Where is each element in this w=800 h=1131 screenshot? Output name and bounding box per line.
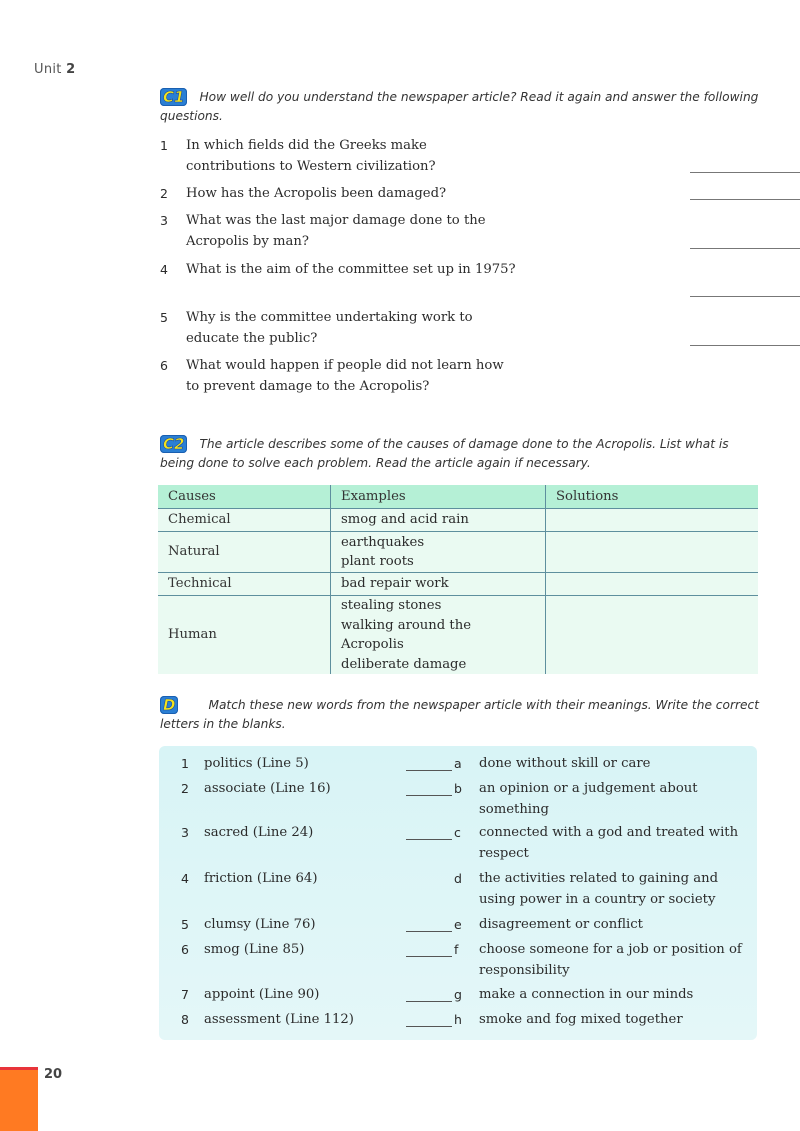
c2-badge-icon: C2 xyxy=(160,435,187,453)
answer-blank[interactable] xyxy=(406,839,452,840)
meaning-text: connected with a god and treated with respect xyxy=(479,825,739,861)
question-number: 5 xyxy=(160,310,168,325)
example-text: plant roots xyxy=(341,554,414,569)
example-text: smog and acid rain xyxy=(341,512,469,528)
word-text: friction (Line 64) xyxy=(204,871,318,886)
solution-cell[interactable] xyxy=(546,532,759,573)
cause-cell: Chemical xyxy=(158,509,331,532)
table-row xyxy=(158,573,758,596)
question-text: What is the aim of the committee set up in 1975? xyxy=(186,262,516,277)
word-text: sacred (Line 24) xyxy=(204,825,314,840)
answer-line-4[interactable] xyxy=(690,296,800,297)
question-number: 6 xyxy=(160,358,168,373)
c2-instruction-text: The article describes some of the causes of damage done to the Acropolis. List what is being done to solve each problem. Read the article again if necessary. xyxy=(160,437,729,470)
matching-box xyxy=(159,746,757,1040)
meaning-letter: a xyxy=(454,756,462,771)
answer-blank[interactable] xyxy=(406,956,452,957)
meaning-letter: d xyxy=(454,871,462,886)
table-header-row xyxy=(158,485,758,509)
word-text: clumsy (Line 76) xyxy=(204,917,316,932)
meaning-letter: b xyxy=(454,781,462,796)
example-text: bad repair work xyxy=(341,576,449,592)
c1-badge-icon: C1 xyxy=(160,88,187,106)
word-text: appoint (Line 90) xyxy=(204,987,320,1002)
word-number: 3 xyxy=(181,825,189,840)
word-number: 1 xyxy=(181,756,189,771)
example-text: stealing stones xyxy=(341,598,442,613)
word-text: smog (Line 85) xyxy=(204,942,305,957)
answer-line-5[interactable] xyxy=(690,345,800,346)
meaning-letter: f xyxy=(454,942,459,957)
word-text: associate (Line 16) xyxy=(204,781,331,796)
cause-cell: Technical xyxy=(158,573,331,596)
word-text: assessment (Line 112) xyxy=(204,1012,354,1027)
page-number: 20 xyxy=(44,1067,63,1082)
examples-cell xyxy=(331,573,546,596)
meaning-letter: c xyxy=(454,825,461,840)
examples-cell xyxy=(331,596,546,675)
word-number: 6 xyxy=(181,942,189,957)
example-text: walking around the Acropolis xyxy=(341,617,472,652)
c1-instruction xyxy=(160,88,760,126)
word-number: 5 xyxy=(181,917,189,932)
table-row xyxy=(158,509,758,532)
question-number: 1 xyxy=(160,138,168,153)
word-number: 2 xyxy=(181,781,189,796)
meaning-text: the activities related to gaining and using power in a country or society xyxy=(479,871,719,907)
answer-blank[interactable] xyxy=(406,770,452,771)
examples-cell xyxy=(331,532,546,573)
example-text: deliberate damage xyxy=(341,656,467,672)
page-tab-decoration xyxy=(0,1067,38,1131)
question-number: 3 xyxy=(160,213,168,228)
word-number: 7 xyxy=(181,987,189,1002)
meaning-letter: e xyxy=(454,917,462,932)
unit-label xyxy=(34,62,75,77)
solution-cell[interactable] xyxy=(546,596,759,675)
meaning-text: make a connection in our minds xyxy=(479,987,694,1002)
solution-cell[interactable] xyxy=(546,573,759,596)
causes-table xyxy=(158,485,758,674)
meaning-text: an opinion or a judgement about something xyxy=(479,781,698,817)
header-examples: Examples xyxy=(331,485,546,509)
unit-number: 2 xyxy=(66,62,76,77)
meaning-letter: g xyxy=(454,987,462,1002)
meaning-text: disagreement or conflict xyxy=(479,917,643,932)
cause-cell: Natural xyxy=(158,532,331,573)
c2-instruction xyxy=(160,435,760,473)
question-text: How has the Acropolis been damaged? xyxy=(186,186,447,201)
meaning-text: done without skill or care xyxy=(479,756,651,771)
word-text: politics (Line 5) xyxy=(204,756,309,771)
answer-blank[interactable] xyxy=(406,931,452,932)
answer-line-3[interactable] xyxy=(690,248,800,249)
answer-blank[interactable] xyxy=(406,795,452,796)
unit-text: Unit xyxy=(34,62,62,77)
answer-blank[interactable] xyxy=(406,1026,452,1027)
cause-cell: Human xyxy=(158,596,331,675)
table-row xyxy=(158,596,758,675)
example-text: earthquakes xyxy=(341,534,425,550)
header-solutions: Solutions xyxy=(546,485,759,509)
solution-cell[interactable] xyxy=(546,509,759,532)
meaning-text: choose someone for a job or position of responsibility xyxy=(479,942,742,978)
c1-instruction-text: How well do you understand the newspaper article? Read it again and answer the following questions. xyxy=(160,90,759,123)
d-badge-icon: D xyxy=(160,696,178,714)
question-number: 2 xyxy=(160,186,168,201)
word-number: 8 xyxy=(181,1012,189,1027)
word-number: 4 xyxy=(181,871,189,886)
question-text: In which fields did the Greeks make contributions to Western civilization? xyxy=(186,138,436,174)
question-text: Why is the committee undertaking work to educate the public? xyxy=(186,310,473,346)
table-row xyxy=(158,532,758,573)
d-instruction-text: Match these new words from the newspaper article with their meanings. Write the correct letters in the blanks. xyxy=(160,698,759,731)
examples-cell xyxy=(331,509,546,532)
meaning-letter: h xyxy=(454,1012,462,1027)
answer-line-2[interactable] xyxy=(690,199,800,200)
answer-line-1[interactable] xyxy=(690,172,800,173)
answer-blank[interactable] xyxy=(406,1001,452,1002)
meaning-text: smoke and fog mixed together xyxy=(479,1012,683,1027)
d-instruction xyxy=(160,696,760,734)
question-text: What would happen if people did not learn how to prevent damage to the Acropolis? xyxy=(186,358,504,394)
question-number: 4 xyxy=(160,262,168,277)
question-text: What was the last major damage done to the Acropolis by man? xyxy=(186,213,486,249)
header-causes: Causes xyxy=(158,485,331,509)
